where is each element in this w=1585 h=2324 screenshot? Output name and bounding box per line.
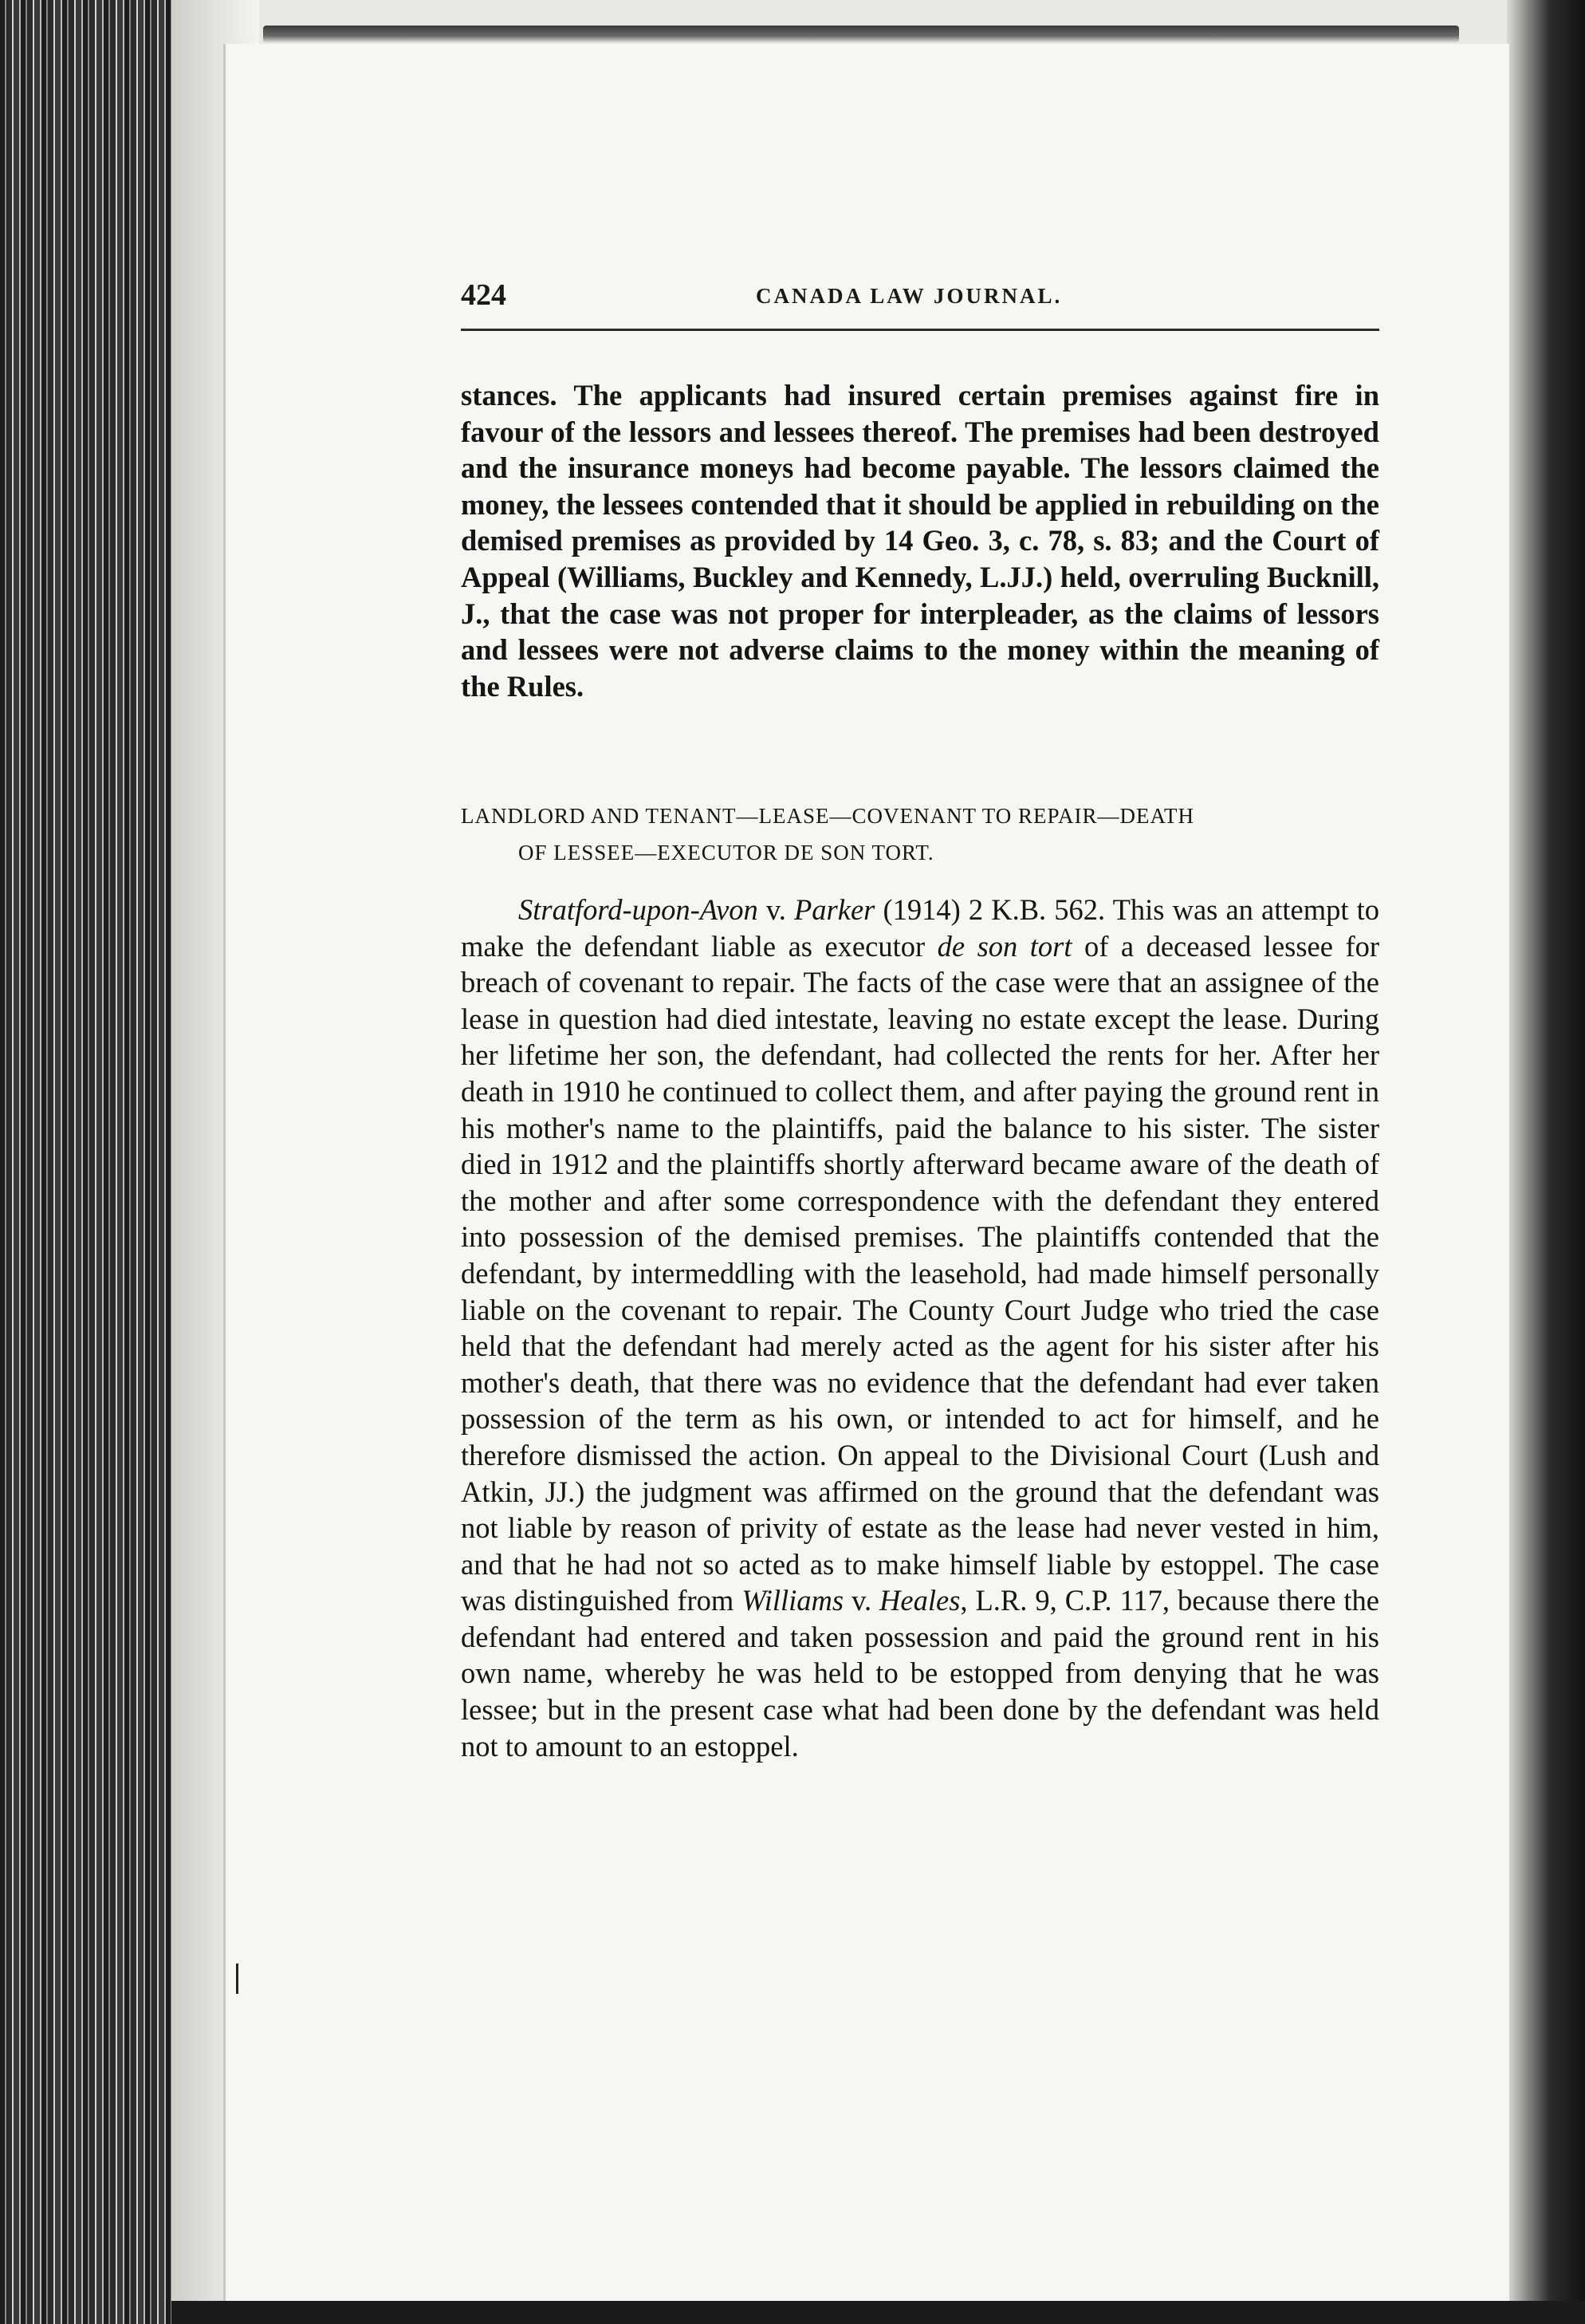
case-party: Parker <box>794 893 875 926</box>
scan-right-edge <box>1507 0 1585 2324</box>
running-head: CANADA LAW JOURNAL. <box>756 284 1063 308</box>
body-text-a: of a deceased lessee for breach of covenant to repair. The facts of the case were that an assignee of the lease in question had died intestate, leaving no estate except the lease. During her lifetime her son, the defendant, had collected the rents for her. After her death in 1910 he continued to collect them, and after paying the ground rent in his mother's name to the plaintiffs, paid the balance to his sister. The sister died in 1912 and the plaintiffs shortly afterward became aware of the death of the mother and after some correspondence with the defendant they entered into possession of the demised premises. The plaintiffs contended that the defendant, by intermeddling with the leasehold, had made himself personally liable on the covenant to repair. The County Court Judge who tried the case held that the defendant had merely acted as the agent for his sister after his mother's death, that there was no evidence that the defendant had ever taken possession of the term as his own, or intended to act for himself, and he therefore dismissed the action. On appeal to the Divisional Court (Lush and Atkin, JJ.) the judgment was affirmed on the ground that the defendant was not liable by reason of privity of estate as the lease had never vested in him, and that he had not so acted as to make himself liable by estoppel. The case was distinguished from <box>461 929 1380 1617</box>
latin-phrase: de son tort <box>937 929 1072 963</box>
section-heading <box>461 798 1379 871</box>
citation-text: (1914) 2 K.B. 562. This was an attempt to make the defendant liable as executor <box>461 893 1379 963</box>
margin-mark <box>236 1964 238 1994</box>
scan-binding-edge <box>0 0 171 2324</box>
case-name: Stratford-upon-Avon <box>518 893 758 926</box>
section-heading-line-1: LANDLORD AND TENANT—LEASE—COVENANT TO REPAIR—DEATH <box>461 804 1195 828</box>
scan-top-edge <box>263 26 1459 43</box>
paragraph-interpleader: stances. The applicants had insured certain premises against fire in favour of the lessors and lessees thereof. The premises had been destroyed and the insurance moneys had become payable. The lessors claimed the money, the lessees contended that it should be applied in rebuilding on the demised premises as provided by 14 Geo. 3, c. 78, s. 83; and the Court of Appeal (Williams, Buckley and Kennedy, L.JJ.) held, overruling Bucknill, J., that the case was not proper for interpleader, as the claims of lessors and lessees were not adverse claims to the money within the meaning of the Rules. <box>461 379 1379 703</box>
scan-bottom-edge <box>171 2301 1585 2324</box>
cited-case-a: Williams <box>741 1584 844 1617</box>
versus-2: v. <box>844 1584 880 1617</box>
paragraph-case-report <box>461 892 1379 1764</box>
versus: v. <box>757 893 794 926</box>
section-heading-line-2: OF LESSEE—EXECUTOR DE SON TORT. <box>518 841 934 865</box>
body-text-b: , L.R. 9, C.P. 117, because there the defendant had entered and taken possession and paid the ground rent in his own name, whereby he was held to be estopped from denying that he was lessee; but in the present case what had been done by the defendant was held not to amount to an estoppel. <box>461 1584 1380 1763</box>
header-rule <box>461 329 1379 331</box>
cited-case-b: Heales <box>879 1584 961 1617</box>
page-number: 424 <box>461 278 506 312</box>
